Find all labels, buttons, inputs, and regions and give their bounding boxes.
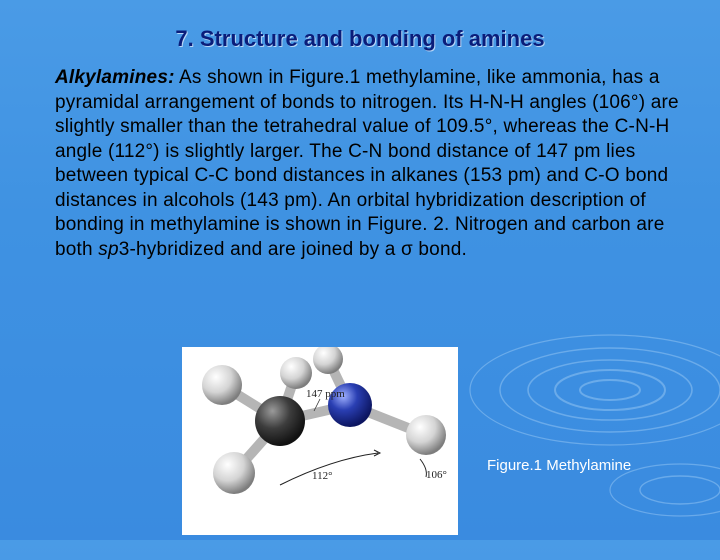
water-ripple-decoration: [460, 300, 720, 560]
bond-length-label: 147 ppm: [306, 388, 345, 400]
slide-body-text: [55, 66, 695, 262]
bonds: [222, 359, 426, 473]
figure-caption: Figure.1 Methylamine: [487, 457, 632, 474]
angle-label-106: 106°: [426, 469, 447, 481]
body-text-part-1: As shown in Figure.1 methylamine, like ammonia, has a pyramidal arrangement of bonds to nitrogen. Its H-N-H angles (106°) are slightly smaller than the tetrahedral value of 109.5°, whereas the C-N-H angle (112°) is slightly larger. The C-N bond distance of 147 pm lies between typical C-C bond distances in alkanes (153 pm) and C-O bond distances in alcohols (143 pm). An orbital hybridization description of bonding in methylamine is shown in Figure. 2. Nitrogen and carbon are both: [55, 67, 679, 260]
carbon-atom: [255, 396, 305, 446]
hydrogen-atom: [406, 415, 446, 455]
slide-title: 7. Structure and bonding of amines: [175, 26, 545, 51]
sp-term: sp: [98, 238, 119, 260]
hydrogen-atom: [213, 452, 255, 494]
angle-label-112: 112°: [312, 470, 333, 482]
methylamine-figure: [182, 347, 458, 535]
body-text-part-2: 3-hybridized and are joined by a σ bond.: [118, 238, 467, 260]
lead-term: Alkylamines:: [55, 67, 175, 88]
hydrogen-atom: [280, 357, 312, 389]
hydrogen-atom: [202, 365, 242, 405]
methylamine-ball-and-stick-model: [182, 347, 458, 535]
